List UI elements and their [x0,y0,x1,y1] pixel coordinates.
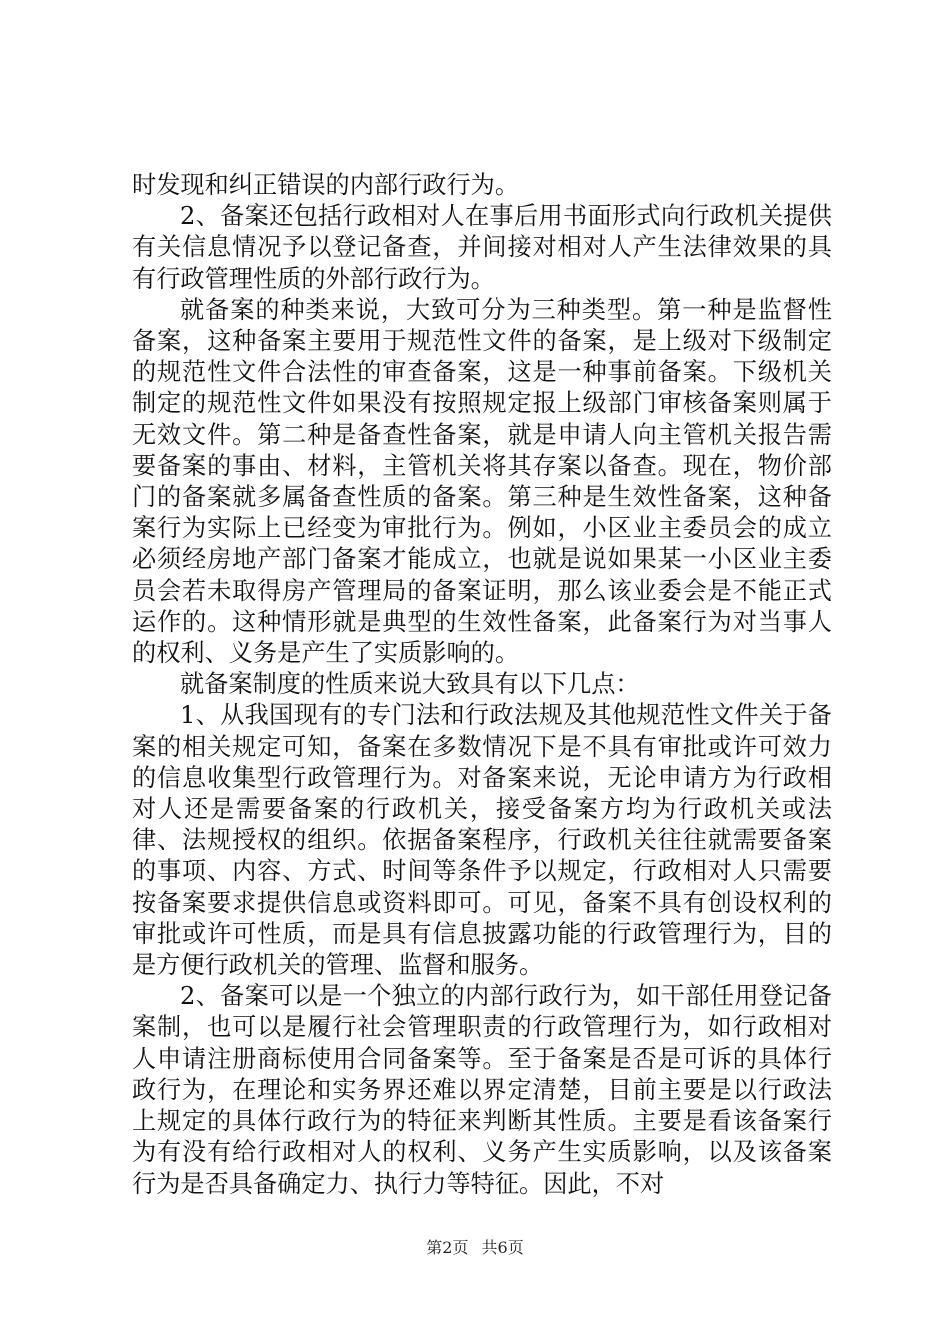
paragraph-1: 时发现和纠正错误的内部行政行为。 [132,171,520,199]
paragraph-2: 2、备案还包括行政相对人在事后用书面形式向行政机关提供有关信息情况予以登记备查，并间接对相对人产生法律效果的具有行政管理性质的外部行政行为。 [132,202,832,293]
paragraph-6: 2、备案可以是一个独立的内部行政行为，如干部任用登记备案制，也可以是履行社会管理职责的行政管理行为，如行政相对人申请注册商标使用合同备案等。至于备案是否是可诉的具体行政行为，在理论和实务界还难以界定清楚，目前主要是以行政法上规定的具体行政行为的特征来判断其性质。主要是看该备案行为有没有给行政相对人的权利、义务产生实质影响，以及该备案行为是否具备确定力、执行力等特征。因此，不对 [132,982,832,1198]
page-number: 第2页 [426,1238,469,1257]
paragraph-3: 就备案的种类来说，大致可分为三种类型。第一种是监督性备案，这种备案主要用于规范性文件的备案，是上级对下级制定的规范性文件合法性的审查备案，这是一种事前备案。下级机关制定的规范性文件如果没有按照规定报上级部门审核备案则属于无效文件。第二种是备查性备案，就是申请人向主管机关报告需要备案的事由、材料，主管机关将其存案以备查。现在，物价部门的备案就多属备查性质的备案。第三种是生效性备案，这种备案行为实际上已经变为审批行为。例如，小区业主委员会的成立必须经房地产部门备案才能成立，也就是说如果某一小区业主委员会若未取得房产管理局的备案证明，那么该业委会是不能正式运作的。这种情形就是典型的生效性备案，此备案行为对当事人的权利、义务是产生了实质影响的。 [132,295,832,668]
document-body [132,170,832,1200]
paragraph-5: 1、从我国现有的专门法和行政法规及其他规范性文件关于备案的相关规定可知，备案在多数情况下是不具有审批或许可效力的信息收集型行政管理行为。对备案来说，无论申请方为行政相对人还是需要备案的行政机关，接受备案方均为行政机关或法律、法规授权的组织。依据备案程序，行政机关往往就需要备案的事项、内容、方式、时间等条件予以规定，行政相对人只需要按备案要求提供信息或资料即可。可见，备案不具有创设权利的审批或许可性质，而是具有信息披露功能的行政管理行为，目的是方便行政机关的管理、监督和服务。 [132,701,832,980]
paragraph-4: 就备案制度的性质来说大致具有以下几点： [180,670,640,699]
page-total: 共6页 [481,1238,524,1257]
page-footer [0,1235,950,1258]
